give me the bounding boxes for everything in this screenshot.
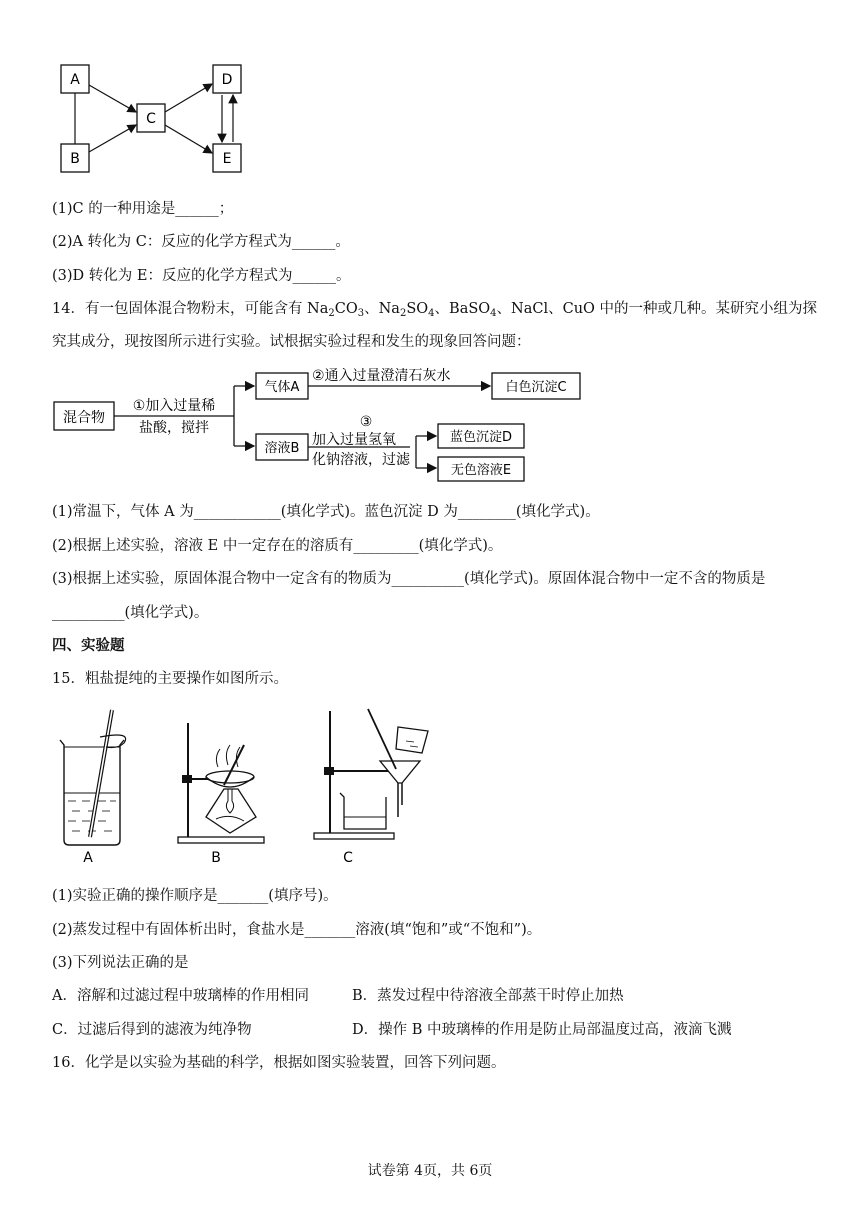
q15-intro: 15．粗盐提纯的主要操作如图所示。 [52,671,288,687]
colorless-label: 无色溶液E [450,463,512,478]
node-e: E [222,151,232,167]
step3-number: ③ [359,414,373,430]
q15-option-c: C．过滤后得到的滤液为纯净物 [52,1022,252,1038]
q13-part3: (3)D 转化为 E：反应的化学方程式为______。 [52,268,351,284]
blue-ppt-label: 蓝色沉淀D [449,430,513,445]
q13-part2: (2)A 转化为 C：反应的化学方程式为______。 [52,234,350,250]
step2-text: ②通入过量澄清石灰水 [312,368,451,384]
apparatus-c-label: C [343,850,353,865]
apparatus-a-dissolve [52,705,142,865]
node-c: C [146,111,156,127]
q14-part3-line2: __________(填化学式)。 [52,605,209,621]
q15-part1: (1)实验正确的操作顺序是_______(填序号)。 [52,888,338,904]
q13-part1: (1)C 的一种用途是______； [52,201,234,217]
q14-part2: (2)根据上述实验，溶液 E 中一定存在的溶质有_________(填化学式)。 [52,538,503,554]
step1-text-a: ①加入过量稀 [132,398,216,414]
step3-text-b: 化钠溶液，过滤 [312,452,410,468]
q15-part2: (2)蒸发过程中有固体析出时，食盐水是_______溶液(填“饱和”或“不饱和”)。 [52,922,542,938]
node-a: A [70,72,80,88]
apparatus-b-label: B [211,850,221,865]
q15-option-b: B．蒸发过程中待溶液全部蒸干时停止加热 [352,988,624,1004]
node-d: D [221,72,233,88]
q15-part3: (3)下列说法正确的是 [52,955,189,971]
experiment-flowchart [50,364,590,486]
q15-option-d: D．操作 B 中玻璃棒的作用是防止局部温度过高，液滴飞溅 [352,1022,732,1038]
gas-a-label: 气体A [264,380,300,395]
mixture-label: 混合物 [63,410,105,426]
q14-intro-line1: 14．有一包固体混合物粉末，可能含有 $Na_2CO_3$、$Na_2SO_4$、BaSO$_4$、NaCl、CuO 中的一种或几种。某研究小组为探 [52,301,818,319]
q14-part1: (1)常温下，气体 A 为____________(填化学式)。蓝色沉淀 D 为________(填化学式)。 [52,504,600,520]
solution-b-label: 溶液B [264,441,300,456]
step1-text-b: 盐酸，搅拌 [139,420,209,436]
section-heading: 四、实验题 [52,637,125,654]
apparatus-c-filter [310,705,440,865]
q14-intro-line2: 究其成分，现按图所示进行实验。试根据实验过程和发生的现象回答问题： [52,334,531,350]
white-ppt-label: 白色沉淀C [505,380,567,395]
page-footer: 试卷第 4页，共 6页 [367,1163,493,1179]
q15-option-a: A．溶解和过滤过程中玻璃棒的作用相同 [52,988,309,1004]
apparatus-a-label: A [83,850,93,865]
q16-intro: 16．化学是以实验为基础的科学，根据如图实验装置，回答下列问题。 [52,1055,506,1071]
step3-text-a: 加入过量氢氧 [312,432,396,448]
node-b: B [70,151,80,167]
apparatus-b-evaporate [172,705,282,865]
relation-diagram [55,60,255,180]
q14-part3-line1: (3)根据上述实验，原固体混合物中一定含有的物质为__________(填化学式)。原固体混合物中一定不含的物质是 [52,571,766,587]
